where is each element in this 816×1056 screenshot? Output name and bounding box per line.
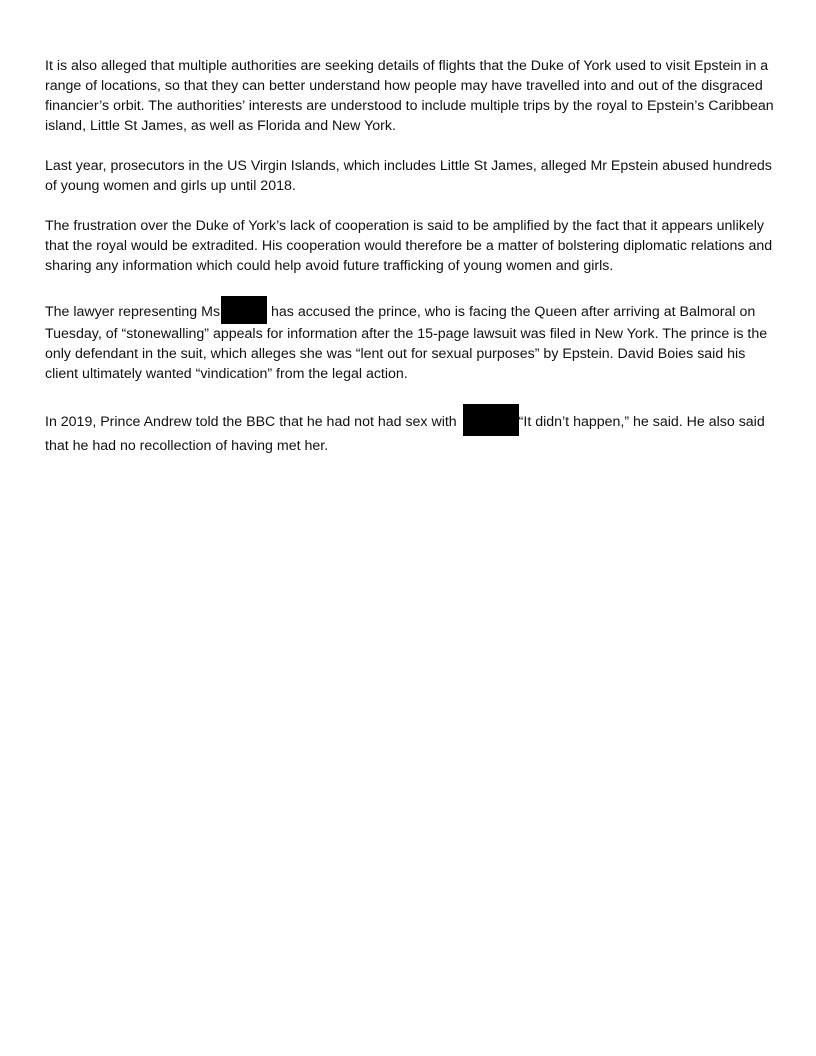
paragraph-virgin-islands: Last year, prosecutors in the US Virgin Islands, which includes Little St James, alleged Mr Epstein abused hundreds of young women and girls up until 2018. [45,158,772,194]
paragraph-bbc-text-after: “It didn’t happen,” he said. He also said that he had no recollection of having met her. [45,414,765,454]
paragraph-cooperation: The frustration over the Duke of York’s lack of cooperation is said to be amplified by the fact that it appears unlikely that the royal would be extradited. His cooperation would therefore be a matter of bolstering diplomatic relations and sharing any information which could help avoid future trafficking of young women and girls. [45,218,773,274]
paragraph-flight-details: It is also alleged that multiple authorities are seeking details of flights that the Duke of York used to visit Epstein in a range of locations, so that they can better understand how people may have travelled into and out of the disgraced financier’s orbit. The authorities’ interests are understood to include multiple trips by the royal to Epstein’s Caribbean island, Little St James, as well as Florida and New York. [45,58,774,134]
paragraph-lawyer [45,296,775,384]
paragraph-lawyer-text-before: The lawyer representing Ms [45,304,221,320]
paragraph-bbc-interview [45,404,775,456]
redaction-box [221,296,267,324]
redaction-box [463,404,519,436]
paragraph-bbc-text-before: In 2019, Prince Andrew told the BBC that he had not had sex with [45,414,461,430]
document-page [45,56,775,476]
paragraph-lawyer-text-after: has accused the prince, who is facing the Queen after arriving at Balmoral on Tuesday, of “stonewalling” appeals for information after the 15-page lawsuit was filed in New York. The prince is the only defendant in the suit, which alleges she was “lent out for sexual purposes” by Epstein. David Boies said his client ultimately wanted “vindication” from the legal action. [45,304,768,382]
